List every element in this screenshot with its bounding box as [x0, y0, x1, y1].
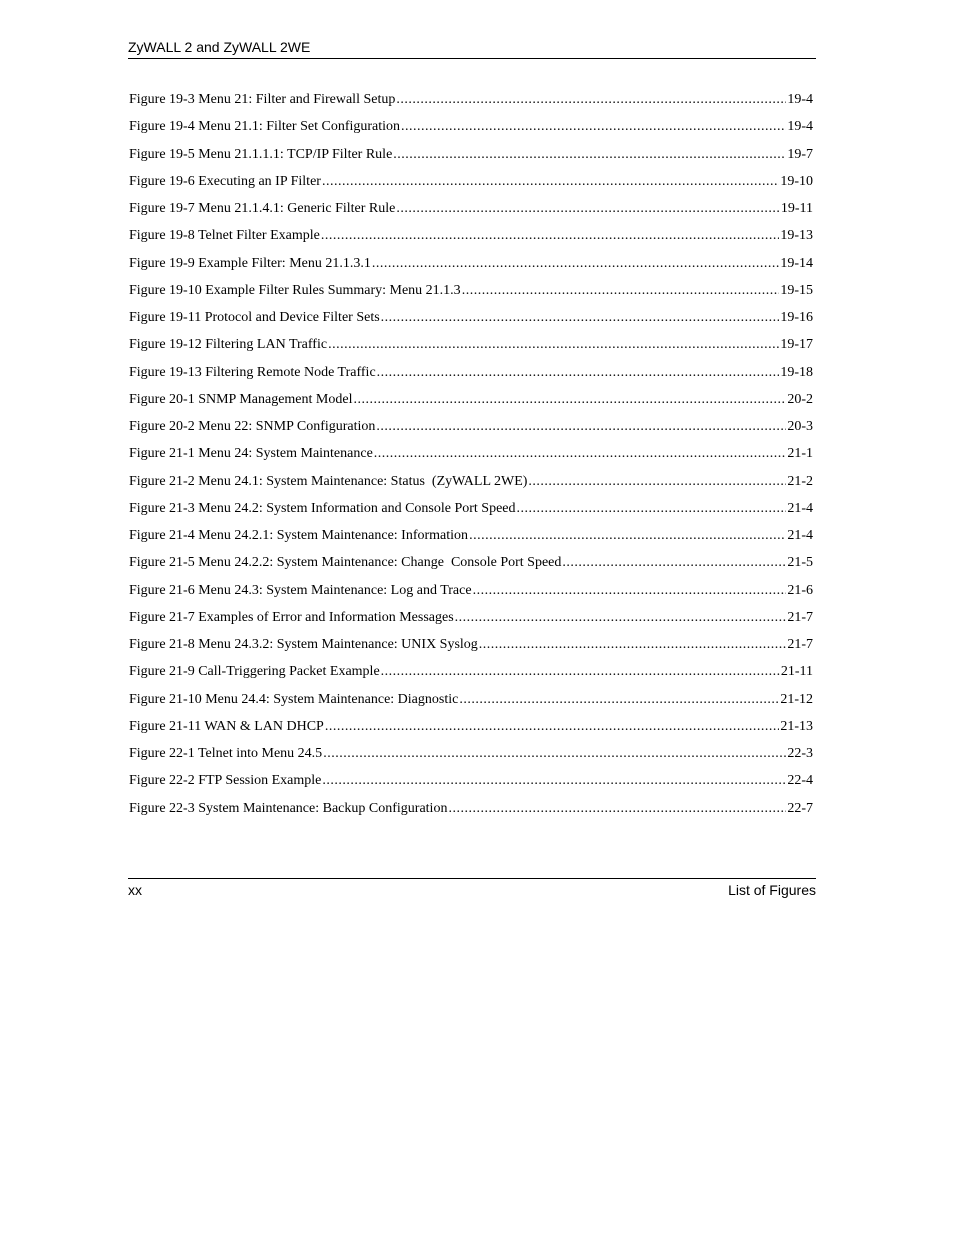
figure-page-number: 19-4 [787, 119, 813, 135]
figure-page-number: 19-11 [780, 201, 813, 216]
figure-title: Figure 21-2 Menu 24.1: System Maintenance: Status (ZyWALL 2WE) [129, 473, 528, 489]
toc-entry[interactable] [129, 277, 813, 304]
toc-entry[interactable] [129, 631, 813, 658]
figure-title: Figure 19-9 Example Filter: Menu 21.1.3.1 [129, 255, 371, 271]
toc-entry[interactable] [129, 440, 813, 467]
figure-page-number: 19-4 [787, 92, 813, 107]
toc-entry[interactable] [129, 141, 813, 168]
dot-leader [381, 304, 780, 331]
figure-page-number: 19-13 [780, 228, 813, 244]
dot-leader [459, 686, 779, 713]
page-header [128, 38, 816, 59]
toc-entry[interactable] [129, 658, 813, 685]
figure-page-number: 19-16 [780, 310, 813, 325]
toc-entry[interactable] [129, 359, 813, 386]
dot-leader [328, 331, 779, 358]
dot-leader [374, 440, 787, 467]
dot-leader [448, 795, 786, 822]
figure-page-number: 19-17 [780, 337, 813, 353]
dot-leader [479, 631, 787, 658]
figure-title: Figure 22-3 System Maintenance: Backup Configuration [129, 800, 448, 816]
figure-page-number: 22-4 [787, 773, 813, 789]
dot-leader [372, 250, 779, 277]
page-number: xx [128, 882, 142, 898]
figure-title: Figure 20-2 Menu 22: SNMP Configuration [129, 419, 376, 434]
figure-title: Figure 21-5 Menu 24.2.2: System Maintenance: Change Console Port Speed [129, 555, 562, 571]
toc-entry[interactable] [129, 740, 813, 767]
toc-entry[interactable] [129, 195, 813, 222]
figure-page-number: 22-3 [787, 746, 813, 761]
dot-leader [528, 468, 786, 495]
figure-title: Figure 19-10 Example Filter Rules Summary: Menu 21.1.3 [129, 282, 461, 298]
dot-leader [401, 113, 786, 140]
figure-title: Figure 19-12 Filtering LAN Traffic [129, 337, 328, 353]
figure-page-number: 19-7 [787, 146, 813, 162]
dot-leader [377, 359, 780, 386]
figure-page-number: 21-7 [787, 637, 813, 652]
figure-page-number: 19-18 [780, 364, 813, 380]
toc-entry[interactable] [129, 577, 813, 604]
dot-leader [322, 168, 779, 195]
section-name: List of Figures [728, 882, 816, 898]
figure-title: Figure 21-7 Examples of Error and Information Messages [129, 609, 454, 625]
figure-title: Figure 19-3 Menu 21: Filter and Firewall Setup [129, 92, 396, 107]
toc-entry[interactable] [129, 86, 813, 113]
dot-leader [517, 495, 787, 522]
toc-entry[interactable] [129, 304, 813, 331]
dot-leader [455, 604, 787, 631]
figure-title: Figure 22-2 FTP Session Example [129, 773, 322, 789]
figure-title: Figure 21-6 Menu 24.3: System Maintenance: Log and Trace [129, 582, 472, 598]
dot-leader [381, 658, 780, 685]
toc-entry[interactable] [129, 331, 813, 358]
dot-leader [396, 86, 786, 113]
figure-page-number: 21-7 [787, 609, 813, 625]
dot-leader [562, 549, 786, 576]
toc-entry[interactable] [129, 686, 813, 713]
toc-entry[interactable] [129, 604, 813, 631]
figure-page-number: 21-6 [787, 582, 813, 598]
dot-leader [393, 141, 786, 168]
figure-page-number: 22-7 [787, 800, 813, 816]
figure-page-number: 20-3 [787, 419, 813, 434]
figure-title: Figure 20-1 SNMP Management Model [129, 391, 353, 407]
figure-page-number: 19-15 [780, 282, 813, 298]
toc-entry[interactable] [129, 495, 813, 522]
dot-leader [321, 222, 779, 249]
dot-leader [473, 577, 787, 604]
figure-title: Figure 19-6 Executing an IP Filter [129, 173, 321, 189]
figure-title: Figure 19-7 Menu 21.1.4.1: Generic Filter Rule [129, 201, 396, 216]
figure-page-number: 21-5 [787, 555, 813, 571]
figure-page-number: 21-12 [780, 691, 813, 707]
toc-entry[interactable] [129, 168, 813, 195]
figure-title: Figure 19-11 Protocol and Device Filter Sets [129, 310, 380, 325]
figure-title: Figure 21-10 Menu 24.4: System Maintenance: Diagnostic [129, 691, 459, 707]
toc-entry[interactable] [129, 522, 813, 549]
figure-title: Figure 21-3 Menu 24.2: System Information and Console Port Speed [129, 500, 516, 516]
dot-leader [376, 413, 786, 440]
figure-page-number: 21-1 [787, 446, 813, 462]
toc-entry[interactable] [129, 468, 813, 495]
figure-title: Figure 19-8 Telnet Filter Example [129, 228, 320, 244]
figure-page-number: 21-4 [787, 528, 813, 543]
figure-title: Figure 19-4 Menu 21.1: Filter Set Configuration [129, 119, 401, 135]
figure-title: Figure 21-8 Menu 24.3.2: System Maintenance: UNIX Syslog [129, 637, 478, 652]
dot-leader [353, 386, 786, 413]
figure-page-number: 21-4 [787, 500, 813, 516]
dot-leader [462, 277, 780, 304]
toc-entry[interactable] [129, 113, 813, 140]
dot-leader [322, 767, 786, 794]
figure-page-number: 19-10 [780, 173, 813, 189]
figure-page-number: 21-2 [787, 473, 813, 489]
figure-title: Figure 21-9 Call-Triggering Packet Example [129, 664, 380, 680]
figure-title: Figure 22-1 Telnet into Menu 24.5 [129, 746, 323, 761]
dot-leader [396, 195, 780, 222]
toc-entry[interactable] [129, 222, 813, 249]
dot-leader [323, 740, 786, 767]
figure-page-number: 19-14 [780, 255, 813, 271]
dot-leader [325, 713, 779, 740]
toc-entry[interactable] [129, 549, 813, 576]
figure-title: Figure 21-1 Menu 24: System Maintenance [129, 446, 373, 462]
figure-title: Figure 19-13 Filtering Remote Node Traffic [129, 364, 376, 380]
figure-title: Figure 21-11 WAN & LAN DHCP [129, 718, 324, 734]
toc-entry[interactable] [129, 795, 813, 822]
figure-title: Figure 21-4 Menu 24.2.1: System Maintenance: Information [129, 528, 469, 543]
toc-entry[interactable] [129, 713, 813, 740]
toc-entry[interactable] [129, 386, 813, 413]
toc-entry[interactable] [129, 767, 813, 794]
page-footer [128, 878, 816, 899]
toc-entry[interactable] [129, 250, 813, 277]
document-title: ZyWALL 2 and ZyWALL 2WE [128, 39, 311, 55]
figure-page-number: 21-11 [780, 664, 813, 680]
figure-page-number: 21-13 [780, 718, 813, 734]
figure-page-number: 20-2 [787, 391, 813, 407]
list-of-figures [129, 86, 813, 822]
dot-leader [469, 522, 786, 549]
toc-entry[interactable] [129, 413, 813, 440]
figure-title: Figure 19-5 Menu 21.1.1.1: TCP/IP Filter Rule [129, 146, 393, 162]
